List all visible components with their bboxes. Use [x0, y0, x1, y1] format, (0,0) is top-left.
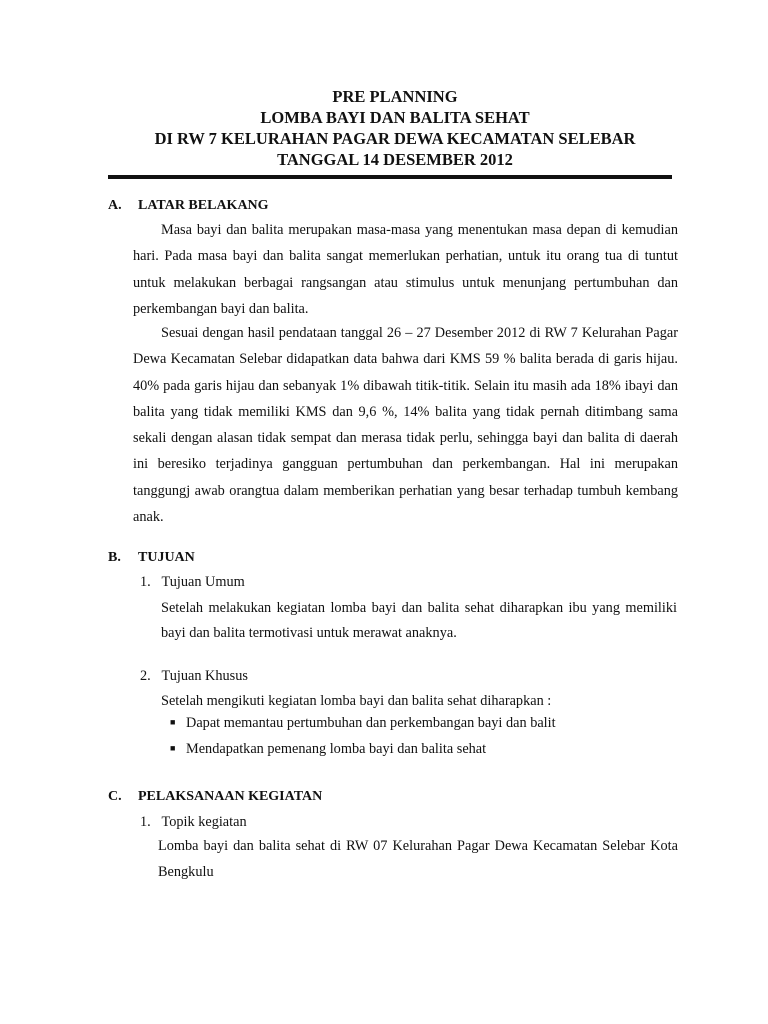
tujuan-umum-item	[140, 574, 245, 591]
section-a-paragraph-1: Masa bayi dan balita merupakan masa-masa yang menentukan masa depan di kemudian hari. Pada masa bayi dan balita sangat memerlukan perhatian, untuk itu orang tua di tuntut untuk melakukan berbagai rangsangan atau stimulus untuk menunjang pertumbuhan dan perkembangan bayi dan balita.	[133, 222, 678, 317]
title-divider	[108, 175, 672, 179]
bullet-item-1-text: Dapat memantau pertumbuhan dan perkembangan bayi dan balit	[186, 715, 556, 731]
bullet-item-1	[170, 715, 556, 732]
section-a-title: LATAR BELAKANG	[138, 198, 269, 213]
tujuan-umum-text: Setelah melakukan kegiatan lomba bayi dan balita sehat diharapkan ibu yang memiliki bayi dan balita termotivasi untuk merawat anaknya.	[161, 600, 677, 641]
title-line-2: LOMBA BAYI DAN BALITA SEHAT	[260, 108, 530, 127]
title-line-4: TANGGAL 14 DESEMBER 2012	[277, 150, 513, 169]
title-line-3: DI RW 7 KELURAHAN PAGAR DEWA KECAMATAN SELEBAR	[154, 129, 636, 148]
document-title	[0, 86, 768, 170]
section-b-heading	[108, 550, 195, 566]
section-c-letter: C.	[108, 789, 122, 804]
topik-kegiatan-number: 1.	[140, 814, 151, 830]
topik-kegiatan-text: Lomba bayi dan balita sehat di RW 07 Kelurahan Pagar Dewa Kecamatan Selebar Kota Bengkulu	[158, 838, 678, 880]
tujuan-khusus-text: Setelah mengikuti kegiatan lomba bayi dan balita sehat diharapkan :	[161, 693, 552, 709]
section-a-letter: A.	[108, 198, 122, 213]
tujuan-khusus-number: 2.	[140, 668, 151, 684]
topik-kegiatan-item	[140, 814, 247, 831]
section-b-title: TUJUAN	[138, 550, 195, 565]
bullet-square-icon: ■	[170, 743, 176, 753]
tujuan-umum-number: 1.	[140, 574, 151, 590]
title-line-1: PRE PLANNING	[332, 87, 458, 106]
section-a-paragraph-2: Sesuai dengan hasil pendataan tanggal 26 – 27 Desember 2012 di RW 7 Kelurahan Pagar Dewa Kecamatan Selebar didapatkan data bahwa dari KMS 59 % balita berada di garis hijau. 40% pada garis hijau dan sebanyak 1% dibawah titik-titik. Selain itu masih ada 18% ibayi dan balita yang tidak memiliki KMS dan 9,6 %, 14% balita yang tidak pernah ditimbang sama sekali dengan alasan tidak sempat dan merasa tidak perlu, sehingga bayi dan balita di daerah ini beresiko terjadinya gangguan pertumbuhan dan perkembangan. Hal ini merupakan tanggungj awab orangtua dalam memberikan perhatian yang besar terhadap tumbuh kembang anak.	[133, 325, 678, 526]
tujuan-umum-title: Tujuan Umum	[161, 574, 245, 590]
bullet-square-icon: ■	[170, 717, 176, 727]
tujuan-khusus-item	[140, 668, 248, 685]
bullet-item-2	[170, 741, 486, 758]
section-c-heading	[108, 789, 322, 805]
section-c-title: PELAKSANAAN KEGIATAN	[138, 789, 323, 804]
topik-kegiatan-title: Topik kegiatan	[161, 814, 247, 830]
bullet-item-2-text: Mendapatkan pemenang lomba bayi dan balita sehat	[186, 741, 487, 757]
section-b-letter: B.	[108, 550, 121, 565]
tujuan-khusus-title: Tujuan Khusus	[161, 668, 248, 684]
section-a-heading	[108, 198, 269, 214]
